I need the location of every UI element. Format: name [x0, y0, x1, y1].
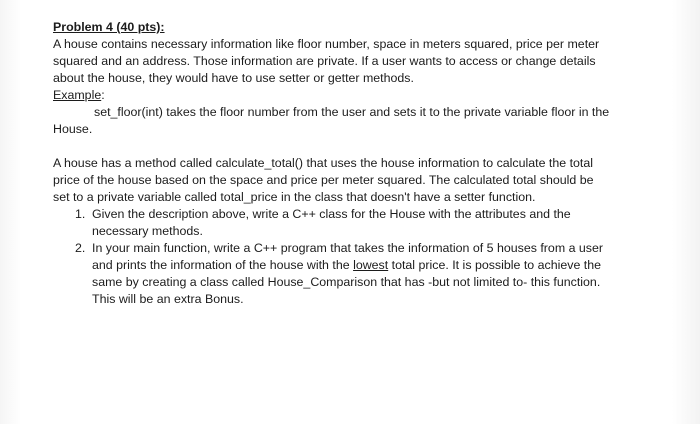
- example-colon: :: [101, 88, 105, 102]
- lowest-emphasis: lowest: [353, 258, 389, 272]
- paragraph-1-line-3: about the house, they would have to use setter or getter methods.: [53, 71, 414, 85]
- list-item-2-line-1: In your main function, write a C++ program that takes the information of 5 houses from a user: [92, 241, 604, 255]
- example-line-1: set_floor(int) takes the floor number from the user and sets it to the private variable floor in the: [94, 105, 610, 119]
- problem-text: [53, 19, 653, 308]
- example-label: Example: [53, 88, 102, 102]
- paragraph-1-line-1: A house contains necessary information like floor number, space in meters squared, price per meter: [53, 37, 600, 51]
- example-line-2: House.: [53, 122, 93, 136]
- paragraph-2-line-3: set to a private variable called total_price in the class that doesn't have a setter function.: [53, 190, 536, 204]
- problem-title: Problem 4 (40 pts):: [53, 20, 165, 34]
- list-item-2-line-3: same by creating a class called House_Comparison that has -but not limited to- this function.: [92, 275, 601, 289]
- problem-title-line: [53, 19, 653, 36]
- paragraph-gap: [53, 138, 653, 155]
- list-item-1: [53, 206, 653, 240]
- list-item-1-line-2: necessary methods.: [92, 224, 203, 238]
- list-item-2-line-2-end: total price. It is possible to achieve the: [388, 258, 602, 272]
- list-item-1-line-1: Given the description above, write a C++ class for the House with the attributes and the: [92, 207, 571, 221]
- paragraph-1-line-2: squared and an address. Those information are private. If a user wants to access or change details: [53, 54, 596, 68]
- list-item-2: [53, 240, 653, 308]
- paragraph-2-line-2: price of the house based on the space and price per meter squared. The calculated total should be: [53, 173, 594, 187]
- list-item-2-line-2-start: and prints the information of the house with the: [92, 258, 354, 272]
- list-item-1-number: 1.: [75, 207, 86, 221]
- list-item-2-line-2: [92, 257, 653, 274]
- list-item-2-line-4: This will be an extra Bonus.: [92, 292, 244, 306]
- example-heading: [53, 87, 653, 104]
- list-item-2-number: 2.: [75, 241, 86, 255]
- paragraph-2-line-1: A house has a method called calculate_total() that uses the house information to calculate the total: [53, 156, 594, 170]
